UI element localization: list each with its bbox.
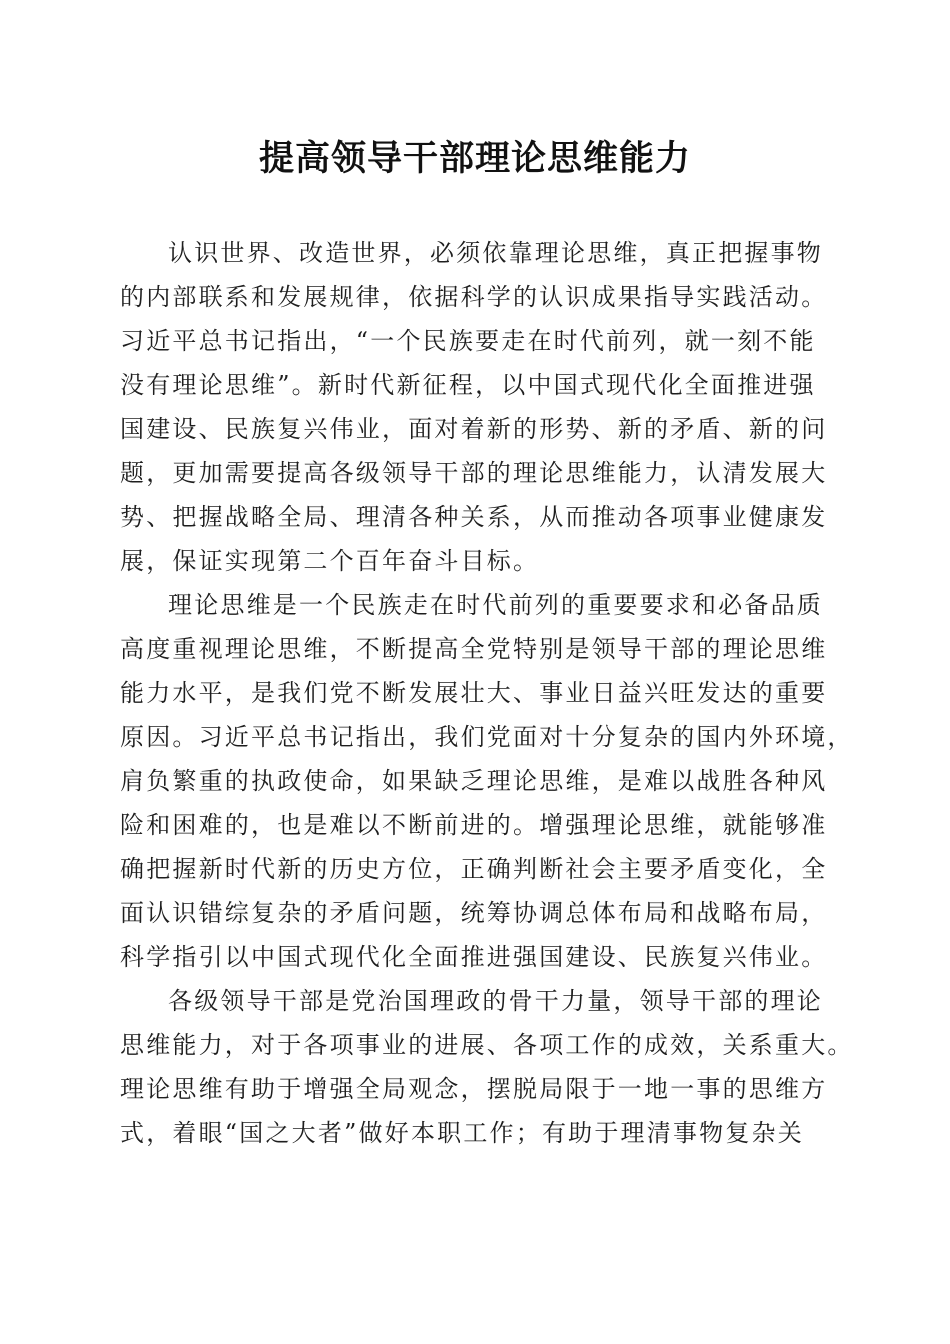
paragraph-line: 势、把握战略全局、理清各种关系，从而推动各项事业健康发 [120,503,828,531]
paragraph-line: 高度重视理论思维，不断提高全党特别是领导干部的理论思维 [120,635,828,663]
document-title: 提高领导干部理论思维能力 [258,138,691,179]
paragraph-line: 肩负繁重的执政使命，如果缺乏理论思维，是难以战胜各种风 [120,767,828,795]
paragraph-line: 能力水平，是我们党不断发展壮大、事业日益兴旺发达的重要 [120,679,828,707]
paragraph-line: 理论思维有助于增强全局观念，摆脱局限于一地一事的思维方 [120,1075,828,1103]
paragraph-line: 各级领导干部是党治国理政的骨干力量，领导干部的理论 [168,987,823,1015]
paragraph-line: 习近平总书记指出，“一个民族要走在时代前列，就一刻不能 [120,327,816,355]
paragraph-line: 思维能力，对于各项事业的进展、各项工作的成效，关系重大。 [120,1031,854,1059]
paragraph-line: 国建设、民族复兴伟业，面对着新的形势、新的矛盾、新的问 [120,415,828,443]
paragraph-line: 面认识错综复杂的矛盾问题，统筹协调总体布局和战略布局， [120,899,828,927]
paragraph-line: 没有理论思维”。新时代新征程，以中国式现代化全面推进强 [120,371,816,399]
paragraph-line: 的内部联系和发展规律，依据科学的认识成果指导实践活动。 [120,283,828,311]
paragraph-line: 科学指引以中国式现代化全面推进强国建设、民族复兴伟业。 [120,943,828,971]
paragraph-line: 式，着眼“国之大者”做好本职工作；有助于理清事物复杂关 [120,1119,804,1147]
paragraph-line: 险和困难的，也是难以不断前进的。增强理论思维，就能够准 [120,811,828,839]
paragraph-line: 题，更加需要提高各级领导干部的理论思维能力，认清发展大 [120,459,828,487]
paragraph-line: 认识世界、改造世界，必须依靠理论思维，真正把握事物 [168,239,823,267]
paragraph-line: 原因。习近平总书记指出，我们党面对十分复杂的国内外环境， [120,723,854,751]
paragraph-line: 理论思维是一个民族走在时代前列的重要要求和必备品质 [168,591,823,619]
paragraph-line: 确把握新时代新的历史方位，正确判断社会主要矛盾变化，全 [120,855,828,883]
paragraph-line: 展，保证实现第二个百年奋斗目标。 [120,547,540,575]
